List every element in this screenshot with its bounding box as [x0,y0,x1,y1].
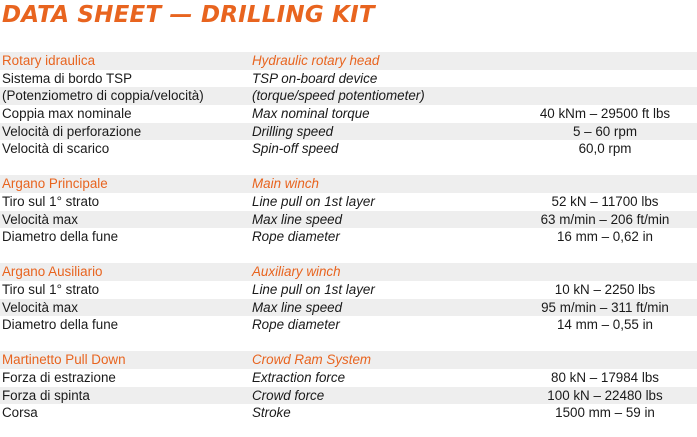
label-it: Forza di spinta [2,387,90,403]
value: 63 m/min – 206 ft/min [540,211,670,227]
value: 1500 mm – 59 in [555,405,655,421]
section-spacer [0,334,697,351]
section-heading-it: Martinetto Pull Down [2,352,126,368]
section-spacer [0,158,697,175]
label-en: Rope diameter [252,229,340,245]
section-heading [0,263,697,281]
table-row [0,70,697,88]
label-en: (torque/speed potentiometer) [252,88,425,104]
section-heading-en: Main winch [252,176,319,192]
label-en: Max line speed [252,211,343,227]
label-en: Max nominal torque [252,106,370,122]
table-row [0,404,697,422]
data-sheet-table [0,52,697,422]
label-it: Coppia max nominale [2,106,132,122]
label-en: Max line speed [252,299,343,315]
label-en: Stroke [252,405,291,421]
label-en: Crowd force [252,387,325,403]
label-it: Velocità di scarico [2,141,110,157]
table-row [0,316,697,334]
section-spacer [0,246,697,263]
section-heading-en: Crowd Ram System [252,352,372,368]
table-row [0,299,697,317]
label-en: Spin-off speed [252,141,339,157]
label-it: Velocità max [2,211,78,227]
label-it: Sistema di bordo TSP [2,70,133,86]
value: 14 mm – 0,55 in [556,317,654,333]
value: 10 kN – 2250 lbs [554,281,656,297]
label-en: Drilling speed [252,123,334,139]
value: 95 m/min – 311 ft/min [541,299,669,315]
value: 80 kN – 17984 lbs [551,369,659,385]
label-it: Forza di estrazione [2,369,116,385]
value: 60,0 rpm [578,141,632,157]
table-row [0,140,697,158]
section-heading [0,351,697,369]
value: 16 mm – 0,62 in [556,229,654,245]
table-row [0,123,697,141]
section-heading-it: Rotary idraulica [2,53,96,68]
value: 100 kN – 22480 lbs [547,387,663,403]
section-heading-it: Argano Principale [2,176,108,192]
label-en: TSP on-board device [252,70,378,86]
label-it: Diametro della fune [2,317,119,333]
label-it: Velocità max [2,299,78,315]
label-it: Corsa [2,405,38,421]
label-en: Line pull on 1st layer [252,194,375,209]
table-row [0,369,697,387]
label-it: Tiro sul 1° strato [2,281,100,297]
section-heading-it: Argano Ausiliario [2,264,103,280]
value: 52 kN – 11700 lbs [551,194,659,209]
value: 40 kNm – 29500 ft lbs [539,106,671,122]
page-title: DATA SHEET — DRILLING KIT [2,2,375,28]
label-en: Extraction force [252,369,346,385]
label-it: Tiro sul 1° strato [2,194,100,209]
label-en: Line pull on 1st layer [252,281,375,297]
value: 5 – 60 rpm [572,123,637,139]
section-heading-en: Auxiliary winch [252,264,341,280]
table-row [0,105,697,123]
label-it: Diametro della fune [2,229,119,245]
section-heading [0,52,697,70]
table-row [0,87,697,105]
section-heading-en: Hydraulic rotary head [252,53,380,68]
label-it: Velocità di perforazione [2,123,142,139]
table-row [0,387,697,405]
table-row [0,228,697,246]
table-row [0,211,697,229]
label-en: Rope diameter [252,317,340,333]
section-heading [0,175,697,193]
table-row [0,193,697,211]
label-it: (Potenziometro di coppia/velocità) [2,88,204,104]
table-row [0,281,697,299]
